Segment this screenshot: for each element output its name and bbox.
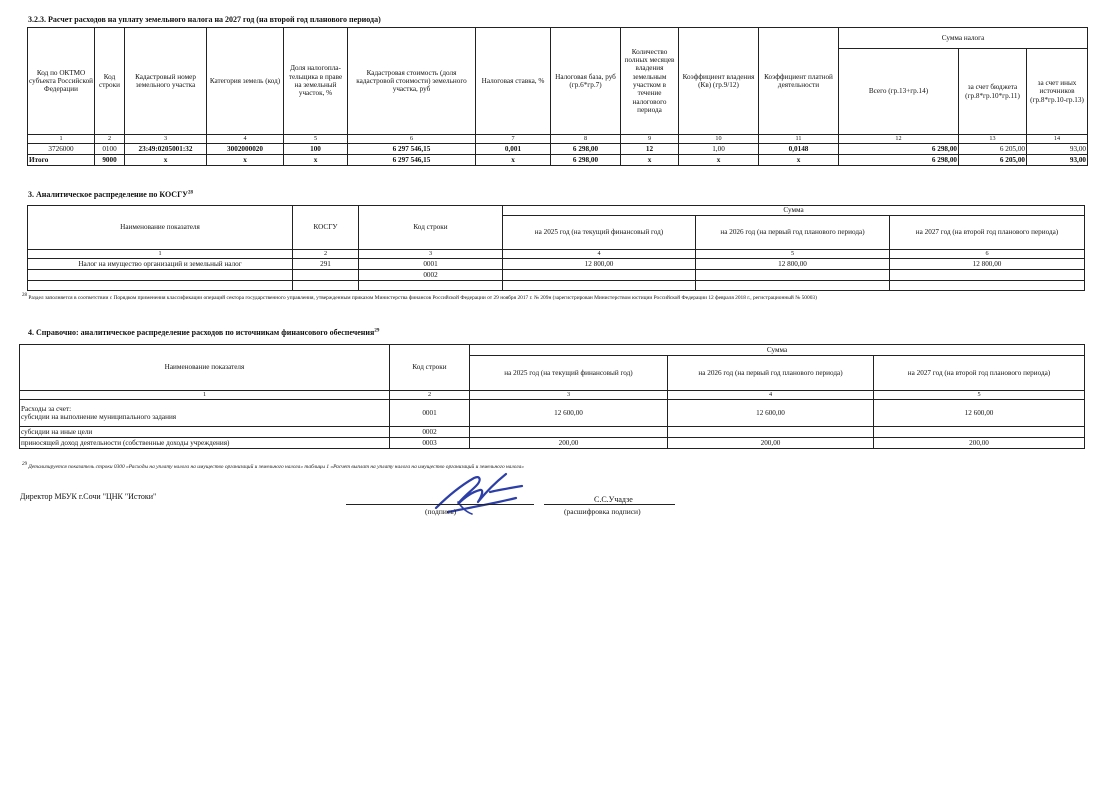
header-tax-sum: Сумма налога	[839, 28, 1088, 49]
footnote-29	[22, 462, 1084, 471]
cell-tax-base: 6 298,00	[551, 155, 621, 166]
table-row	[28, 259, 1085, 270]
cell-2026: 12 800,00	[696, 259, 890, 270]
cell-other: 93,00	[1027, 144, 1088, 155]
cell-code: 9000	[95, 155, 125, 166]
cell-2026	[696, 270, 890, 281]
cell-oktmo: 3726000	[28, 144, 95, 155]
col-number: 4	[503, 250, 696, 259]
header-share: Доля налогопла-тельщика в праве на земельный участок, %	[284, 28, 348, 135]
cell-code: 0003	[390, 438, 470, 449]
header-total: Всего (гр.13+гр.14)	[839, 49, 959, 135]
table-row	[20, 438, 1085, 449]
cell-2025: 12 600,00	[470, 400, 668, 427]
name-caption: (расшифровка подписи)	[564, 507, 641, 516]
cell-2026	[668, 427, 874, 438]
footnote-text: Раздел заполняется в соответствии с Порядком применения классификации операций сектора государственного управления, утвержденным приказом Министерства финансов Российской Федерации от 29 ноября 2017 г. № 209н (зарегистрирован Министерством юстиции Российской Федерации 12 февраля 2018 г., регистрационный № 50003)	[28, 294, 817, 301]
footnote-28	[22, 293, 1084, 302]
table-row	[28, 281, 1085, 291]
header-2026: на 2026 год (на первый год планового периода)	[668, 356, 874, 391]
header-2026: на 2026 год (на первый год планового периода)	[696, 216, 890, 250]
header-tax-rate: Налоговая ставка, %	[476, 28, 551, 135]
header-budget: за счет бюджета (гр.8*гр.10*гр.11)	[959, 49, 1027, 135]
col-number: 6	[890, 250, 1085, 259]
cell-x: x	[679, 155, 759, 166]
col-number: 3	[359, 250, 503, 259]
cell-name	[20, 400, 390, 427]
col-number: 3	[470, 391, 668, 400]
signer-position: Директор МБУК г.Сочи "ЦНК "Истоки"	[20, 492, 157, 501]
cell-total-label: Итого	[28, 155, 95, 166]
kosgu-table	[27, 205, 1085, 291]
cell-total: 6 298,00	[839, 144, 959, 155]
cell-other: 93,00	[1027, 155, 1088, 166]
col-number: 1	[28, 250, 293, 259]
cell-cadastral-value: 6 297 546,15	[348, 144, 476, 155]
table-row	[28, 144, 1088, 155]
col-number: 2	[390, 391, 470, 400]
cell-months: 12	[621, 144, 679, 155]
cell-2025: 12 800,00	[503, 259, 696, 270]
col-number: 2	[95, 135, 125, 144]
header-code: Код строки	[359, 206, 503, 250]
cell-2025: 200,00	[470, 438, 668, 449]
col-number: 13	[959, 135, 1027, 144]
col-number: 14	[1027, 135, 1088, 144]
land-tax-table	[27, 27, 1088, 166]
col-number: 4	[668, 391, 874, 400]
cell-code: 0100	[95, 144, 125, 155]
cell-kosgu: 291	[293, 259, 359, 270]
footnote-ref: 29	[374, 328, 380, 334]
col-number: 12	[839, 135, 959, 144]
section-title-kosgu-text: 3. Аналитическое распределение по КОСГУ	[28, 190, 189, 199]
cell-2027	[890, 270, 1085, 281]
header-other-sources: за счет иных источников (гр.8*гр.10-гр.13)	[1027, 49, 1088, 135]
cell-code: 0001	[359, 259, 503, 270]
cell-name: Налог на имущество организаций и земельный налог	[28, 259, 293, 270]
cell-x: x	[125, 155, 207, 166]
col-number: 3	[125, 135, 207, 144]
col-number: 10	[679, 135, 759, 144]
cell-x: x	[759, 155, 839, 166]
col-number: 1	[28, 135, 95, 144]
table-row-total	[28, 155, 1088, 166]
section-title-sources	[28, 328, 379, 337]
footnote-mark: 29	[22, 462, 27, 467]
section-title-kosgu	[28, 190, 193, 199]
cell-x: x	[476, 155, 551, 166]
cell-land-category: 3002000020	[207, 144, 284, 155]
header-months: Количество полных месяцев владения земельным участком в течение налогового периода	[621, 28, 679, 135]
cell-budget: 6 205,00	[959, 144, 1027, 155]
footnote-mark: 28	[22, 293, 27, 298]
cell-code: 0001	[390, 400, 470, 427]
col-number: 2	[293, 250, 359, 259]
cell-x: x	[621, 155, 679, 166]
cell-2027: 200,00	[874, 438, 1085, 449]
cell-2025	[470, 427, 668, 438]
footnote-text: Детализируется показатель строки 0300 «Расходы на уплату налога на имущество организаций и земельного налога» таблицы 1 «Расчет выплат на уплату налога на имущество организаций и земельного налога»	[28, 463, 524, 470]
cell-budget: 6 205,00	[959, 155, 1027, 166]
name-line	[544, 504, 675, 505]
cell-code: 0002	[359, 270, 503, 281]
cell-x: x	[207, 155, 284, 166]
cell-cadastral-number: 23:49:0205001:32	[125, 144, 207, 155]
header-sum: Сумма	[503, 206, 1085, 216]
header-code: Код строки	[95, 28, 125, 135]
header-kosgu: КОСГУ	[293, 206, 359, 250]
cell-2027	[874, 427, 1085, 438]
signature-caption: (подпись)	[425, 507, 457, 516]
col-number: 5	[696, 250, 890, 259]
col-number: 6	[348, 135, 476, 144]
cell-cadastral-value: 6 297 546,15	[348, 155, 476, 166]
label-expenses-from: Расходы за счет:	[21, 404, 72, 413]
header-cadastral-number: Кадастровый номер земельного участка	[125, 28, 207, 135]
cell-total: 6 298,00	[839, 155, 959, 166]
cell-kv: 1,00	[679, 144, 759, 155]
table-row	[28, 270, 1085, 281]
cell-x: x	[284, 155, 348, 166]
col-number: 9	[621, 135, 679, 144]
col-number: 5	[284, 135, 348, 144]
label-subsidies-task: субсидии на выполнение муниципального задания	[21, 413, 177, 421]
header-oktmo: Код по ОКТМО субъекта Российской Федерации	[28, 28, 95, 135]
cell-share: 100	[284, 144, 348, 155]
section-title-land-tax: 3.2.3. Расчет расходов на уплату земельного налога на 2027 год (на второй год планового периода)	[28, 15, 381, 24]
header-kv: Коэффициент владения (Кв) (гр.9/12)	[679, 28, 759, 135]
header-2027: на 2027 год (на второй год планового периода)	[890, 216, 1085, 250]
cell-tax-base: 6 298,00	[551, 144, 621, 155]
cell-tax-rate: 0,001	[476, 144, 551, 155]
header-cadastral-value: Кадастровая стоимость (доля кадастровой стоимости) земельного участка, руб	[348, 28, 476, 135]
header-2025: на 2025 год (на текущий финансовый год)	[470, 356, 668, 391]
col-number: 11	[759, 135, 839, 144]
header-kp: Коэффициент платной деятельности	[759, 28, 839, 135]
table-row	[20, 400, 1085, 427]
cell-code: 0002	[390, 427, 470, 438]
cell-name	[28, 270, 293, 281]
sources-table	[19, 344, 1085, 449]
table-row	[20, 427, 1085, 438]
header-code: Код строки	[390, 345, 470, 391]
cell-kosgu	[293, 270, 359, 281]
header-name: Наименование показателя	[28, 206, 293, 250]
col-number: 4	[207, 135, 284, 144]
signer-name: С.С.Учадзе	[594, 495, 633, 504]
cell-name: субсидии на иные цели	[20, 427, 390, 438]
footnote-ref: 28	[188, 190, 194, 196]
header-land-category: Категория земель (код)	[207, 28, 284, 135]
col-number: 7	[476, 135, 551, 144]
cell-2027: 12 600,00	[874, 400, 1085, 427]
header-2027: на 2027 год (на второй год планового периода)	[874, 356, 1085, 391]
cell-2026: 12 600,00	[668, 400, 874, 427]
header-2025: на 2025 год (на текущий финансовый год)	[503, 216, 696, 250]
cell-name: приносящей доход деятельности (собственные доходы учреждения)	[20, 438, 390, 449]
col-number: 1	[20, 391, 390, 400]
cell-2025	[503, 270, 696, 281]
col-number: 5	[874, 391, 1085, 400]
signature-line	[346, 504, 534, 505]
cell-2027: 12 800,00	[890, 259, 1085, 270]
cell-kp: 0,0148	[759, 144, 839, 155]
header-sum: Сумма	[470, 345, 1085, 356]
section-title-sources-text: 4. Справочно: аналитическое распределение расходов по источникам финансового обеспечения	[28, 328, 375, 337]
cell-2026: 200,00	[668, 438, 874, 449]
col-number: 8	[551, 135, 621, 144]
header-tax-base: Налоговая база, руб (гр.6*гр.7)	[551, 28, 621, 135]
header-name: Наименование показателя	[20, 345, 390, 391]
